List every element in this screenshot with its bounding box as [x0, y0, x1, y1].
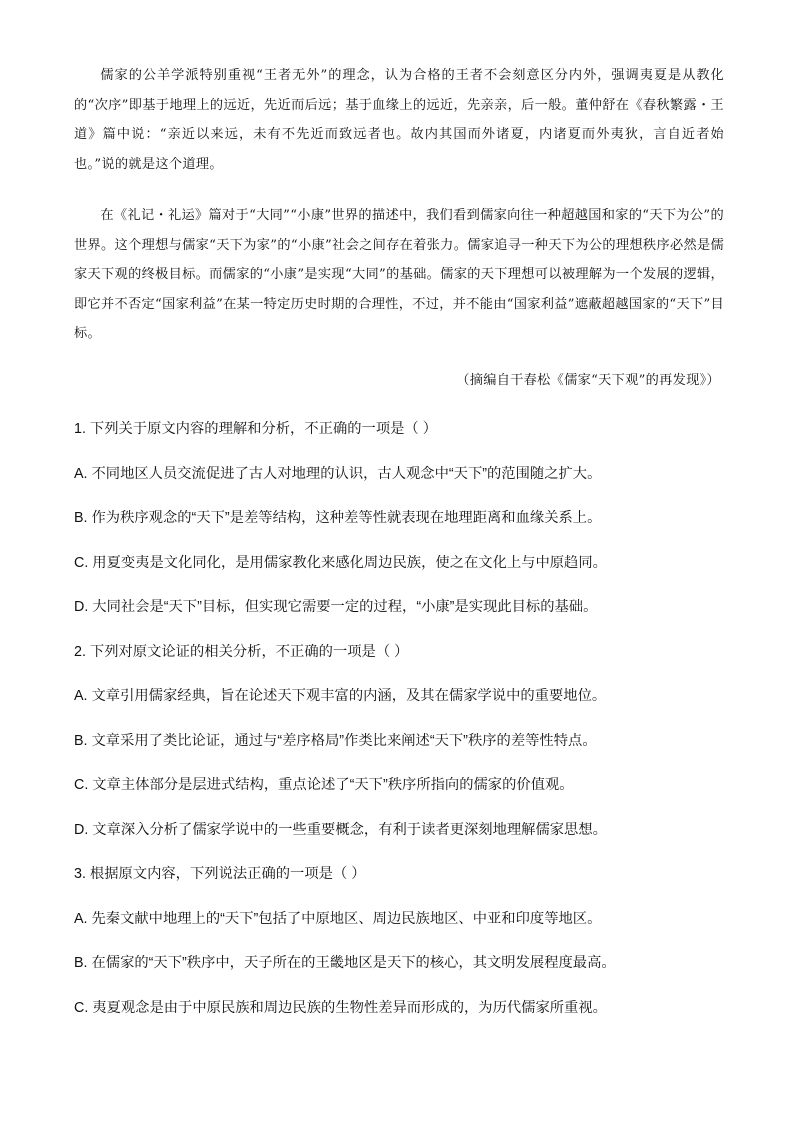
question-2-option-d: D. 文章深入分析了儒家学说中的一些重要概念，有利于读者更深刻地理解儒家思想。	[74, 822, 607, 838]
question-2-option-c: C. 文章主体部分是层进式结构，重点论述了“天下”秩序所指向的儒家的价值观。	[74, 777, 574, 793]
question-1-stem: 1. 下列关于原文内容的理解和分析，不正确的一项是（ ）	[74, 421, 437, 437]
question-1-option-d: D. 大同社会是“天下”目标，但实现它需要一定的过程，“小康”是实现此目标的基础。	[74, 599, 598, 615]
passage-paragraph-1: 儒家的公羊学派特别重视“王者无外”的理念，认为合格的王者不会刻意区分内外，强调夷夏是从教化的“次序”即基于地理上的远近，先近而后远；基于血缘上的远近，先亲亲，后一般。董仲舒在《春秋繁露・王道》篇中说：“亲近以来远，未有不先近而致远者也。故内其国而外诸夏，内诸夏而外夷狄，言自近者始也。”说的就是这个道理。	[74, 68, 724, 172]
passage-paragraph-2: 在《礼记・礼运》篇对于“大同”“小康”世界的描述中，我们看到儒家向往一种超越国和家的“天下为公”的世界。这个理想与儒家“天下为家”的“小康”社会之间存在着张力。儒家追寻一种天下为公的理想秩序必然是儒家天下观的终极目标。而儒家的“小康”是实现“大同”的基础。儒家的天下理想可以被理解为一个发展的逻辑，即它并不否定“国家利益”在某一特定历史时期的合理性，不过，并不能由“国家利益”遮蔽超越国家的“天下”目标。	[74, 208, 724, 341]
question-1-option-b: B. 作为秩序观念的“天下”是差等结构，这种差等性就表现在地理距离和血缘关系上。	[74, 510, 602, 526]
question-3-option-b: B. 在儒家的“天下”秩序中，天子所在的王畿地区是天下的核心，其文明发展程度最高。	[74, 955, 616, 971]
question-3-stem: 3. 根据原文内容，下列说法正确的一项是（ ）	[74, 866, 366, 882]
question-3-option-a: A. 先秦文献中地理上的“天下”包括了中原地区、周边民族地区、中亚和印度等地区。	[74, 911, 602, 927]
question-1-option-c: C. 用夏变夷是文化同化，是用儒家教化来感化周边民族，使之在文化上与中原趋同。	[74, 555, 607, 571]
question-2-option-b: B. 文章采用了类比论证，通过与“差序格局”作类比来阐述“天下”秩序的差等性特点。	[74, 733, 597, 749]
question-2-stem: 2. 下列对原文论证的相关分析，不正确的一项是（ ）	[74, 644, 409, 660]
passage-source: （摘编自干春松《儒家“天下观”的再发现》）	[456, 373, 720, 388]
question-3-option-c: C. 夷夏观念是由于中原民族和周边民族的生物性差异而形成的，为历代儒家所重视。	[74, 1000, 607, 1016]
question-2-option-a: A. 文章引用儒家经典，旨在论述天下观丰富的内涵，及其在儒家学说中的重要地位。	[74, 688, 607, 704]
question-1-option-a: A. 不同地区人员交流促进了古人对地理的认识，古人观念中“天下”的范围随之扩大。	[74, 466, 602, 482]
